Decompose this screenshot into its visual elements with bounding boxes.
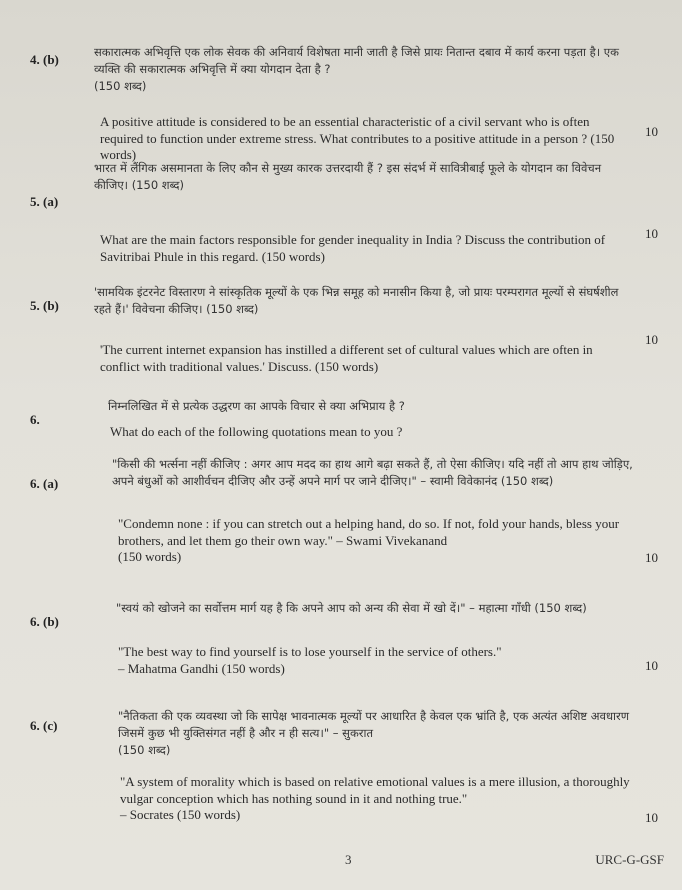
question-english: 'The current internet expansion has instilled a different set of cultural values which are often in conflict with traditional values.' Discuss. (150 words) (100, 342, 593, 374)
question-number: 6. (30, 412, 40, 427)
hindi-word-limit: (150 शब्द) (118, 743, 171, 757)
question-number: 5. (b) (30, 298, 59, 313)
question-number: 6. (b) (30, 614, 59, 629)
question-number: 6. (a) (30, 476, 59, 491)
english-author: – Mahatma Gandhi (150 words) (118, 660, 285, 676)
english-word-limit: (150 words) (118, 549, 182, 564)
question-english: What do each of the following quotations mean to you ? (110, 424, 403, 439)
question-english: What are the main factors responsible for gender inequality in India ? Discuss the contribution of Savitribai Phule in this regard. (150 words) (100, 232, 606, 264)
question-english (118, 644, 643, 677)
question-number: 4. (b) (30, 52, 59, 67)
english-text: "The best way to find yourself is to lose yourself in the service of others." (118, 644, 502, 659)
question-number: 5. (a) (30, 194, 59, 209)
hindi-word-limit: (150 शब्द) (94, 79, 147, 93)
question-english: A positive attitude is considered to be an essential characteristic of a civil servant who is often required to function under extreme stress. What contributes to a positive attitude in a person ? (150 words) (100, 114, 615, 162)
question-english (118, 516, 638, 566)
paper-code: URC-G-GSF (595, 852, 664, 867)
question-number: 6. (c) (30, 718, 58, 733)
question-hindi: 'सामयिक इंटरनेट विस्तारण ने सांस्कृतिक मूल्यों के एक भिन्न समूह को मनासीन किया है, जो प्रायः परम्परागत मूल्यों से संघर्षशील रहते हैं।' विवेचना कीजिए। (150 शब्द) (94, 285, 619, 316)
marks: 10 (645, 550, 658, 565)
question-hindi: निम्नलिखित में से प्रत्येक उद्धरण का आपके विचार से क्या अभिप्राय है ? (108, 399, 405, 413)
question-hindi: भारत में लैंगिक असमानता के लिए कौन से मुख्य कारक उत्तरदायी हैं ? इस संदर्भ में सावित्रीबाई फूले के योगदान का विवेचन कीजिए। (150 शब्द) (94, 161, 602, 192)
question-english (120, 774, 660, 824)
question-hindi (118, 708, 648, 759)
marks: 10 (645, 658, 658, 673)
question-hindi: "स्वयं को खोजने का सर्वोत्तम मार्ग यह है कि अपने आप को अन्य की सेवा में खो दें।" – महात्मा गाँधी (150 शब्द) (116, 601, 587, 615)
hindi-text: सकारात्मक अभिवृत्ति एक लोक सेवक की अनिवार्य विशेषता मानी जाती है जिसे प्रायः नितान्त दबाव में कार्य करना पड़ता है। एक व्यक्ति की सकारात्मक अभिवृत्ति में क्या योगदान देता है ? (94, 45, 619, 76)
english-text: "A system of morality which is based on relative emotional values is a mere illusion, a thoroughly vulgar conception which has nothing sound in it and nothing true." (120, 774, 630, 806)
marks: 10 (645, 332, 658, 347)
page-number: 3 (345, 852, 352, 867)
marks: 10 (645, 226, 658, 241)
english-author: – Socrates (150 words) (120, 807, 241, 822)
hindi-text: "नैतिकता की एक व्यवस्था जो कि सापेक्ष भावनात्मक मूल्यों पर आधारित है केवल एक भ्रांति है, एक अत्यंत अशिष्ट अवधारण जिसमें कुछ भी युक्तिसंगत नहीं है और न ही सत्य।" – सुकरात (118, 709, 630, 740)
english-text: "Condemn none : if you can stretch out a helping hand, do so. If not, fold your hands, bless your brothers, and let them go their own way." – Swami Vivekanand (118, 516, 620, 548)
marks: 10 (645, 124, 658, 139)
marks: 10 (645, 810, 658, 825)
question-hindi (94, 44, 629, 95)
question-hindi: "किसी की भर्त्सना नहीं कीजिए : अगर आप मदद का हाथ आगे बढ़ा सकते हैं, तो ऐसा कीजिए। यदि नहीं तो आप हाथ जोड़िए, अपने बंधुओं को आशीर्वचन दीजिए और उन्हें अपने मार्ग पर जाने दीजिए।" – स्वामी विवेकानंद (150 शब्द) (112, 457, 633, 488)
